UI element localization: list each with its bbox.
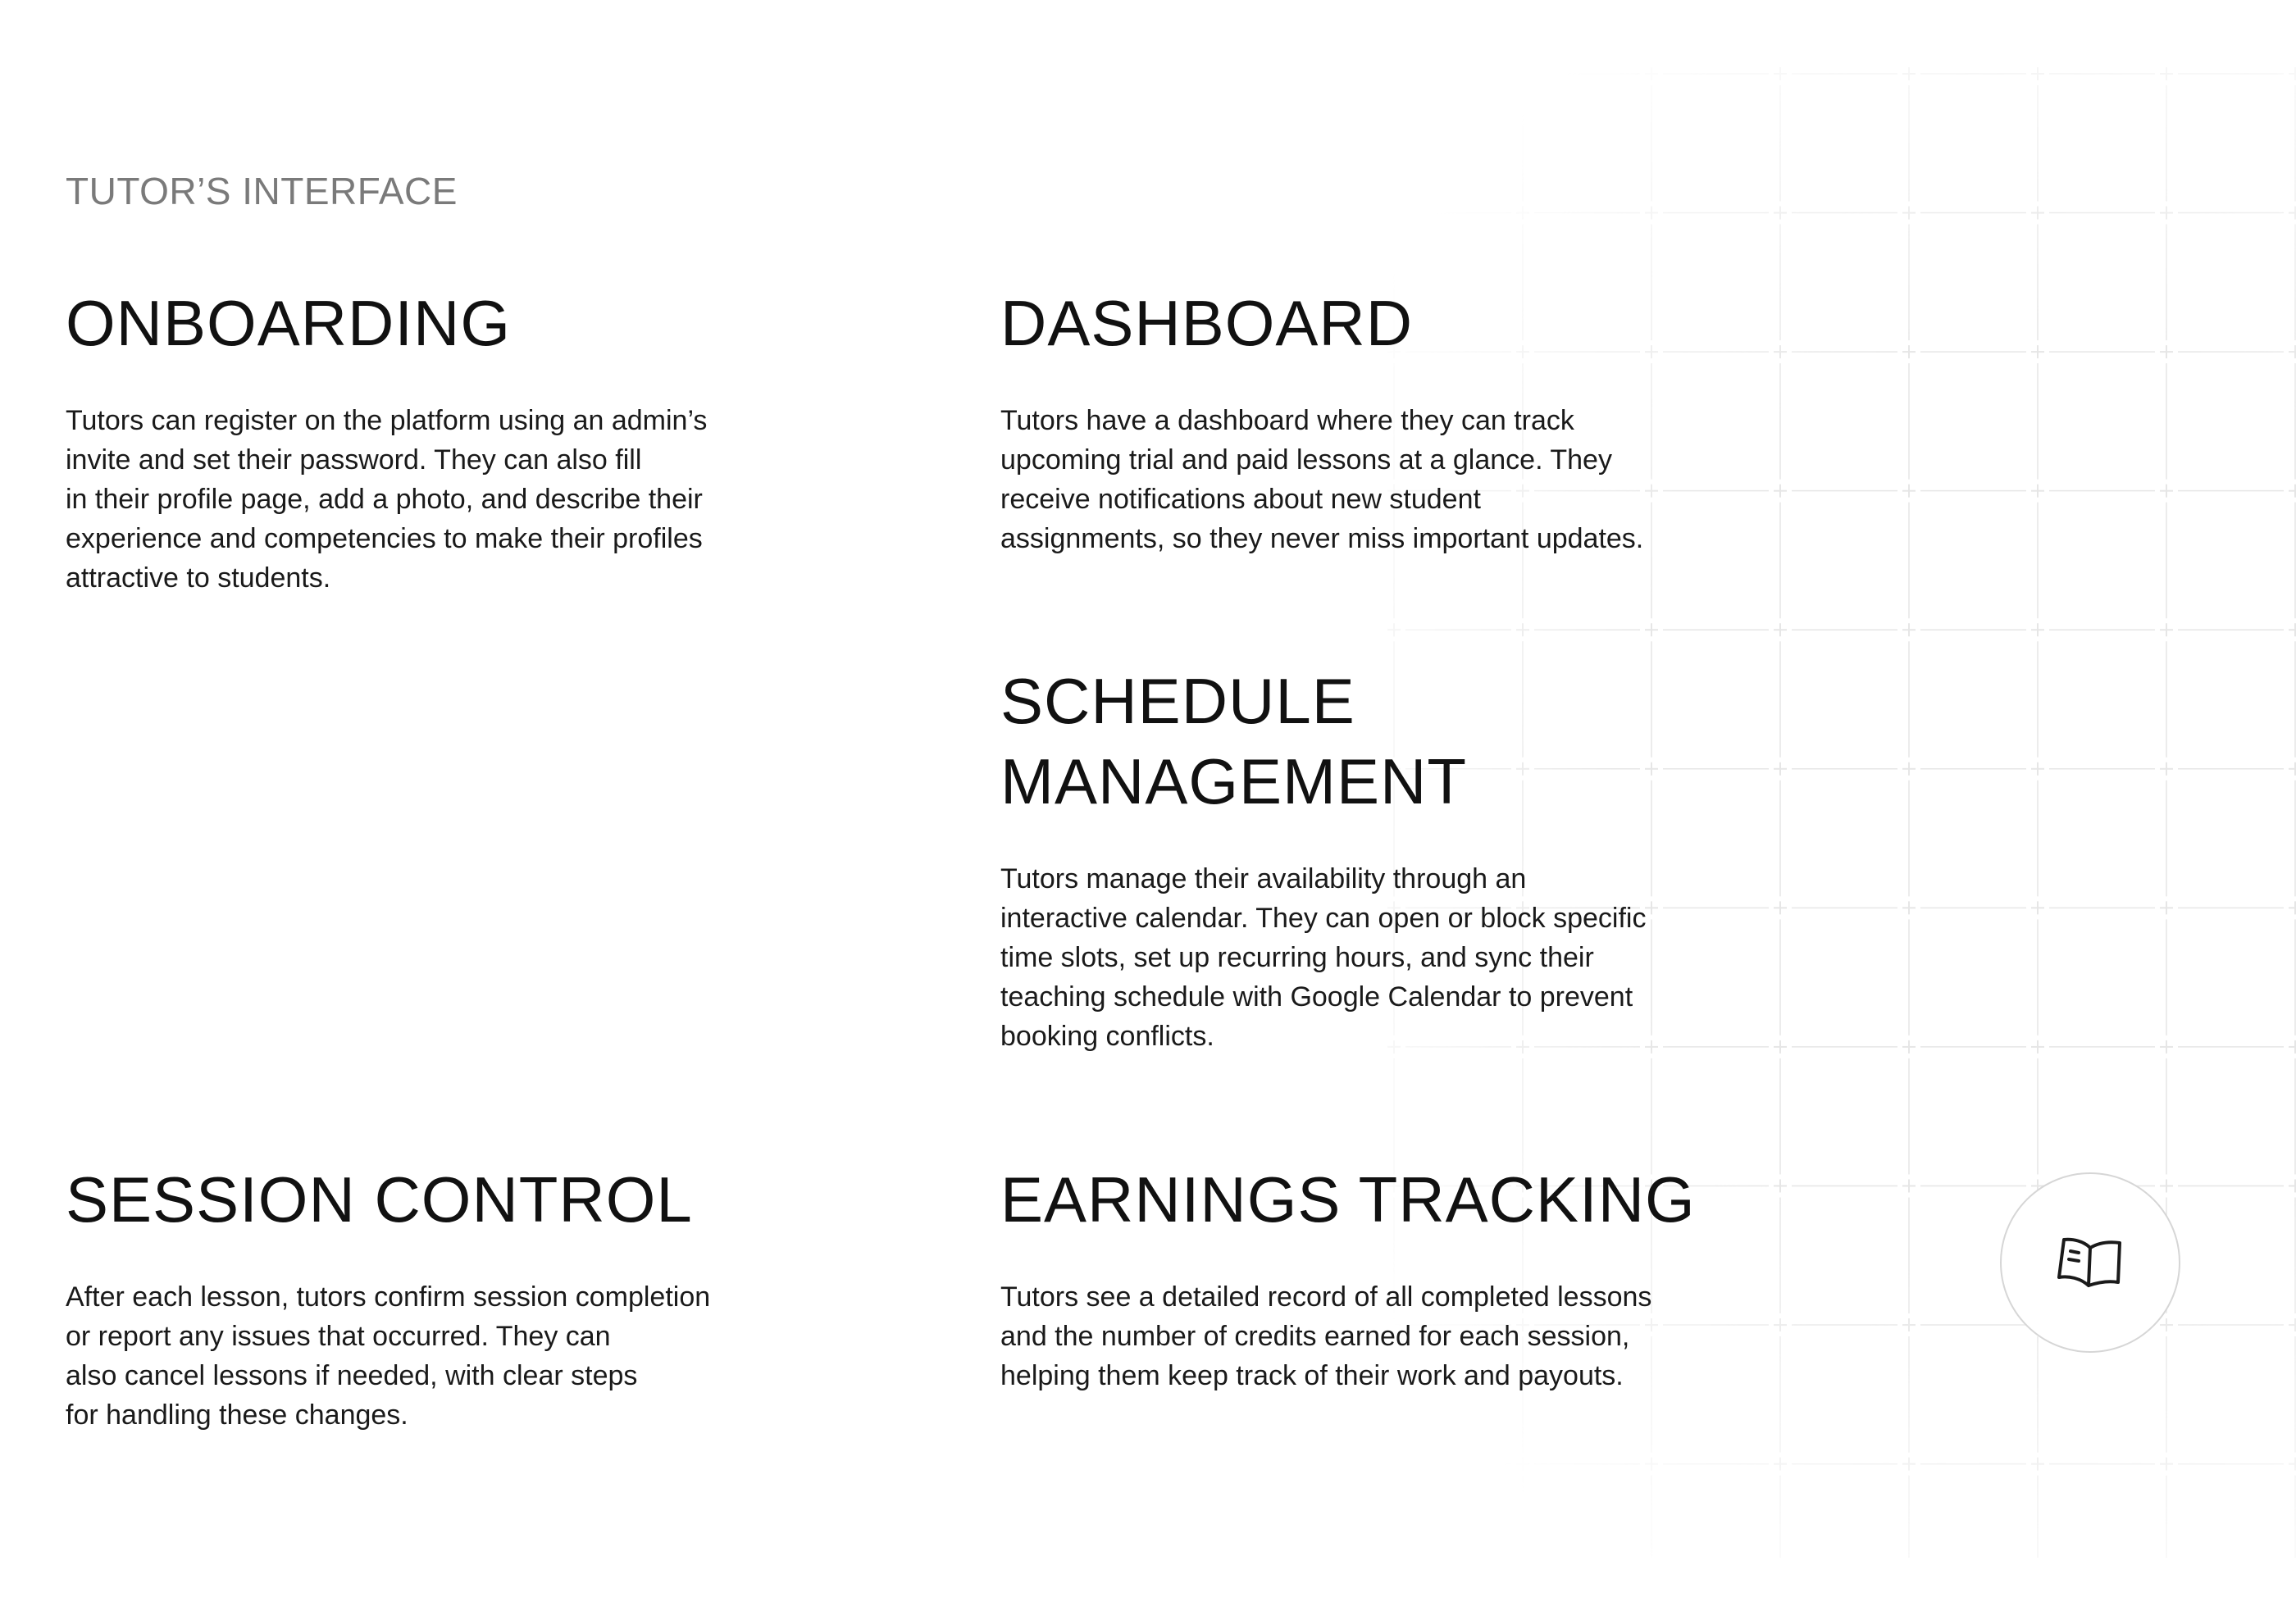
body-line: helping them keep track of their work and payouts.: [1000, 1360, 1624, 1391]
section-body: [1000, 859, 1722, 1056]
body-line: Tutors can register on the platform using an admin’s: [66, 405, 708, 436]
section-body: [1000, 401, 1722, 558]
body-line: Tutors have a dashboard where they can track: [1000, 405, 1574, 436]
section-dashboard: [1000, 283, 1738, 558]
body-line: experience and competencies to make their profiles: [66, 523, 703, 554]
section-body: [1000, 1277, 1722, 1395]
title-line: MANAGEMENT: [1000, 745, 1468, 817]
body-line: also cancel lessons if needed, with clear steps: [66, 1360, 638, 1391]
body-line: receive notifications about new student: [1000, 484, 1481, 515]
section-body: [66, 1277, 804, 1435]
body-line: booking conflicts.: [1000, 1021, 1214, 1052]
section-title: SESSION CONTROL: [66, 1163, 693, 1236]
section-onboarding: [66, 283, 804, 598]
body-line: assignments, so they never miss important updates.: [1000, 523, 1644, 554]
open-book-badge: [2000, 1172, 2180, 1353]
body-line: upcoming trial and paid lessons at a glance. They: [1000, 444, 1612, 476]
body-line: or report any issues that occurred. They can: [66, 1321, 611, 1352]
section-title: ONBOARDING: [66, 287, 512, 359]
section-session-control: [66, 1159, 804, 1435]
body-line: Tutors manage their availability through an: [1000, 863, 1527, 894]
section-earnings-tracking: [1000, 1159, 1738, 1395]
section-title: EARNINGS TRACKING: [1000, 1163, 1696, 1236]
body-line: and the number of credits earned for each session,: [1000, 1321, 1630, 1352]
title-line: SCHEDULE: [1000, 665, 1355, 737]
page-eyebrow: TUTOR’S INTERFACE: [66, 170, 458, 212]
body-line: Tutors see a detailed record of all completed lessons: [1000, 1281, 1652, 1313]
body-line: interactive calendar. They can open or block specific: [1000, 903, 1647, 934]
section-title: DASHBOARD: [1000, 287, 1414, 359]
section-schedule-management: [1000, 661, 1738, 1056]
body-line: After each lesson, tutors confirm session completion: [66, 1281, 711, 1313]
section-title: [1000, 661, 1738, 821]
body-line: invite and set their password. They can also fill: [66, 444, 642, 476]
body-line: time slots, set up recurring hours, and sync their: [1000, 942, 1594, 973]
body-line: teaching schedule with Google Calendar to prevent: [1000, 981, 1633, 1013]
body-line: for handling these changes.: [66, 1399, 408, 1431]
body-line: in their profile page, add a photo, and describe their: [66, 484, 703, 515]
body-line: attractive to students.: [66, 562, 331, 594]
section-body: [66, 401, 787, 598]
open-book-icon: [2051, 1223, 2130, 1302]
